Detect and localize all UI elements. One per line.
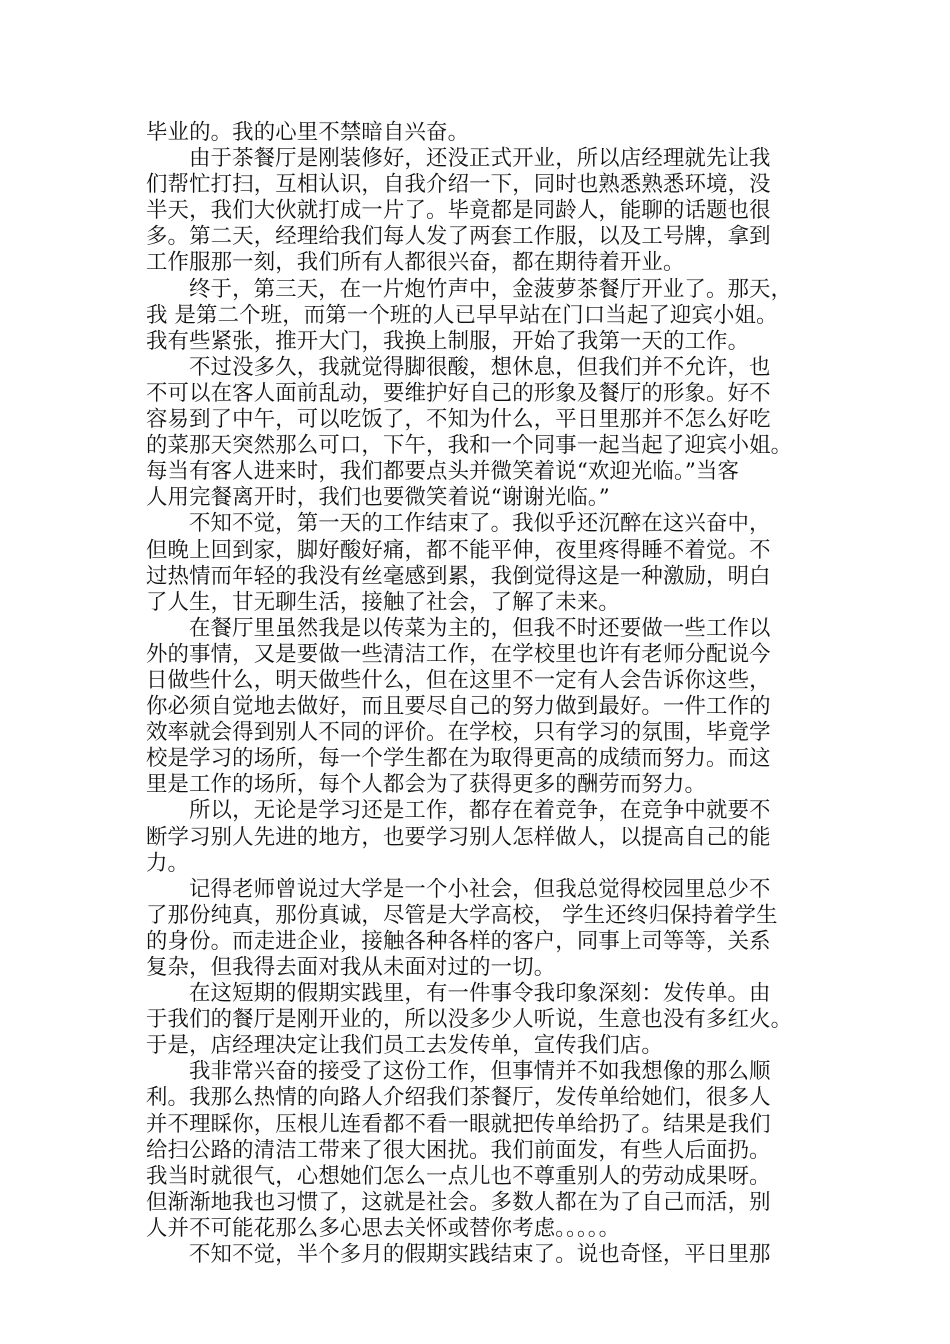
text-line: 的菜那天突然那么可口，下午，我和一个同事一起当起了迎宾小姐。 (146, 433, 793, 459)
text-line: 效率就会得到别人不同的评价。在学校，只有学习的氛围，毕竟学 (146, 720, 771, 746)
text-line: 了人生，甘无聊生活，接触了社会，了解了未来。 (146, 589, 620, 615)
text-line: 人并不可能花那么多心思去关怀或替你考虑。。。。。 (146, 1215, 621, 1241)
text-line: 毕业的。我的心里不禁暗自兴奋。 (146, 120, 470, 145)
text-line: 所以，无论是学习还是工作，都存在着竞争，在竞争中就要不 (189, 798, 771, 824)
text-line: 我当时就很气，心想她们怎么一点儿也不尊重别人的劳动成果呀。 (146, 1163, 771, 1189)
text-line: 不过没多久，我就觉得脚很酸，想休息，但我们并不允许，也 (189, 354, 771, 380)
text-line: 在这短期的假期实践里，有一件事令我印象深刻：发传单。由 (189, 981, 771, 1007)
text-line: 外的事情，又是要做一些清洁工作，在学校里也许有老师分配说今 (146, 641, 771, 667)
text-line: 工作服那一刻，我们所有人都很兴奋，都在期待着开业。 (146, 250, 685, 276)
text-line: 于我们的餐厅是刚开业的，所以没多少人听说，生意也没有多红火。 (146, 1007, 793, 1033)
text-line: 但渐渐地我也习惯了，这就是社会。多数人都在为了自己而活，别 (146, 1189, 771, 1215)
text-line: 了那份纯真，那份真诚，尽管是大学高校， 学生还终归保持着学生 (146, 902, 778, 928)
text-line: 并不理睬你，压根儿连看都不看一眼就把传单给扔了。结果是我们 (146, 1111, 771, 1137)
text-line: 记得老师曾说过大学是一个小社会，但我总觉得校园里总少不 (189, 876, 771, 902)
text-line: 日做些什么，明天做些什么，但在这里不一定有人会告诉你这些， (146, 667, 771, 693)
text-line: 每当有客人进来时，我们都要点头并微笑着说“欢迎光临。”当客 (146, 459, 740, 485)
text-line: 你必须自觉地去做好，而且要尽自己的努力做到最好。一件工作的 (146, 694, 771, 720)
text-line: 容易到了中午，可以吃饭了，不知为什么，平日里那并不怎么好吃 (146, 407, 771, 433)
text-line: 由于茶餐厅是刚装修好，还没正式开业，所以店经理就先让我 (189, 146, 771, 172)
text-line: 复杂，但我得去面对我从未面对过的一切。 (146, 955, 556, 980)
document-body (146, 120, 806, 1268)
text-line: 不可以在客人面前乱动，要维护好自己的形象及餐厅的形象。好不 (146, 380, 771, 406)
text-line: 多。第二天，经理给我们每人发了两套工作服，以及工号牌，拿到 (146, 224, 771, 250)
text-line: 里是工作的场所，每个人都会为了获得更多的酬劳而努力。 (146, 772, 707, 798)
text-line: 但晚上回到家，脚好酸好痛，都不能平伸，夜里疼得睡不着觉。不 (146, 537, 771, 563)
text-line: 我非常兴奋的接受了这份工作，但事情并不如我想像的那么顺 (189, 1059, 771, 1085)
text-line: 人用完餐离开时，我们也要微笑着说“谢谢光临。” (146, 485, 610, 511)
text-line: 断学习别人先进的地方，也要学习别人怎样做人，以提高自己的能 (146, 824, 771, 850)
text-line: 的身份。而走进企业，接触各种各样的客户，同事上司等等，关系 (146, 928, 771, 954)
text-line: 校是学习的场所，每一个学生都在为取得更高的成绩而努力。而这 (146, 746, 771, 772)
text-line: 过热情而年轻的我没有丝毫感到累，我倒觉得这是一种激励，明白 (146, 563, 771, 589)
text-line: 于是，店经理决定让我们员工去发传单，宣传我们店。 (146, 1033, 663, 1059)
text-line: 我有些紧张，推开大门，我换上制服，开始了我第一天的工作。 (146, 328, 750, 354)
text-line: 不知不觉，半个多月的假期实践结束了。说也奇怪，平日里那 (189, 1242, 771, 1268)
text-line: 我 是第二个班，而第一个班的人已早早站在门口当起了迎宾小姐。 (146, 302, 778, 328)
text-line: 半天，我们大伙就打成一片了。毕竟都是同龄人，能聊的话题也很 (146, 198, 771, 224)
text-line: 不知不觉，第一天的工作结束了。我似乎还沉醉在这兴奋中， (189, 511, 771, 537)
text-line: 给扫公路的清洁工带来了很大困扰。我们前面发，有些人后面扔。 (146, 1137, 771, 1163)
text-line: 们帮忙打扫，互相认识，自我介绍一下，同时也熟悉熟悉环境，没 (146, 172, 771, 198)
text-line: 利。我那么热情的向路人介绍我们茶餐厅，发传单给她们，很多人 (146, 1085, 771, 1111)
text-line: 终于，第三天，在一片炮竹声中，金菠萝茶餐厅开业了。那天， (189, 276, 793, 302)
text-line: 在餐厅里虽然我是以传菜为主的，但我不时还要做一些工作以 (189, 615, 771, 641)
text-line: 力。 (146, 850, 190, 876)
